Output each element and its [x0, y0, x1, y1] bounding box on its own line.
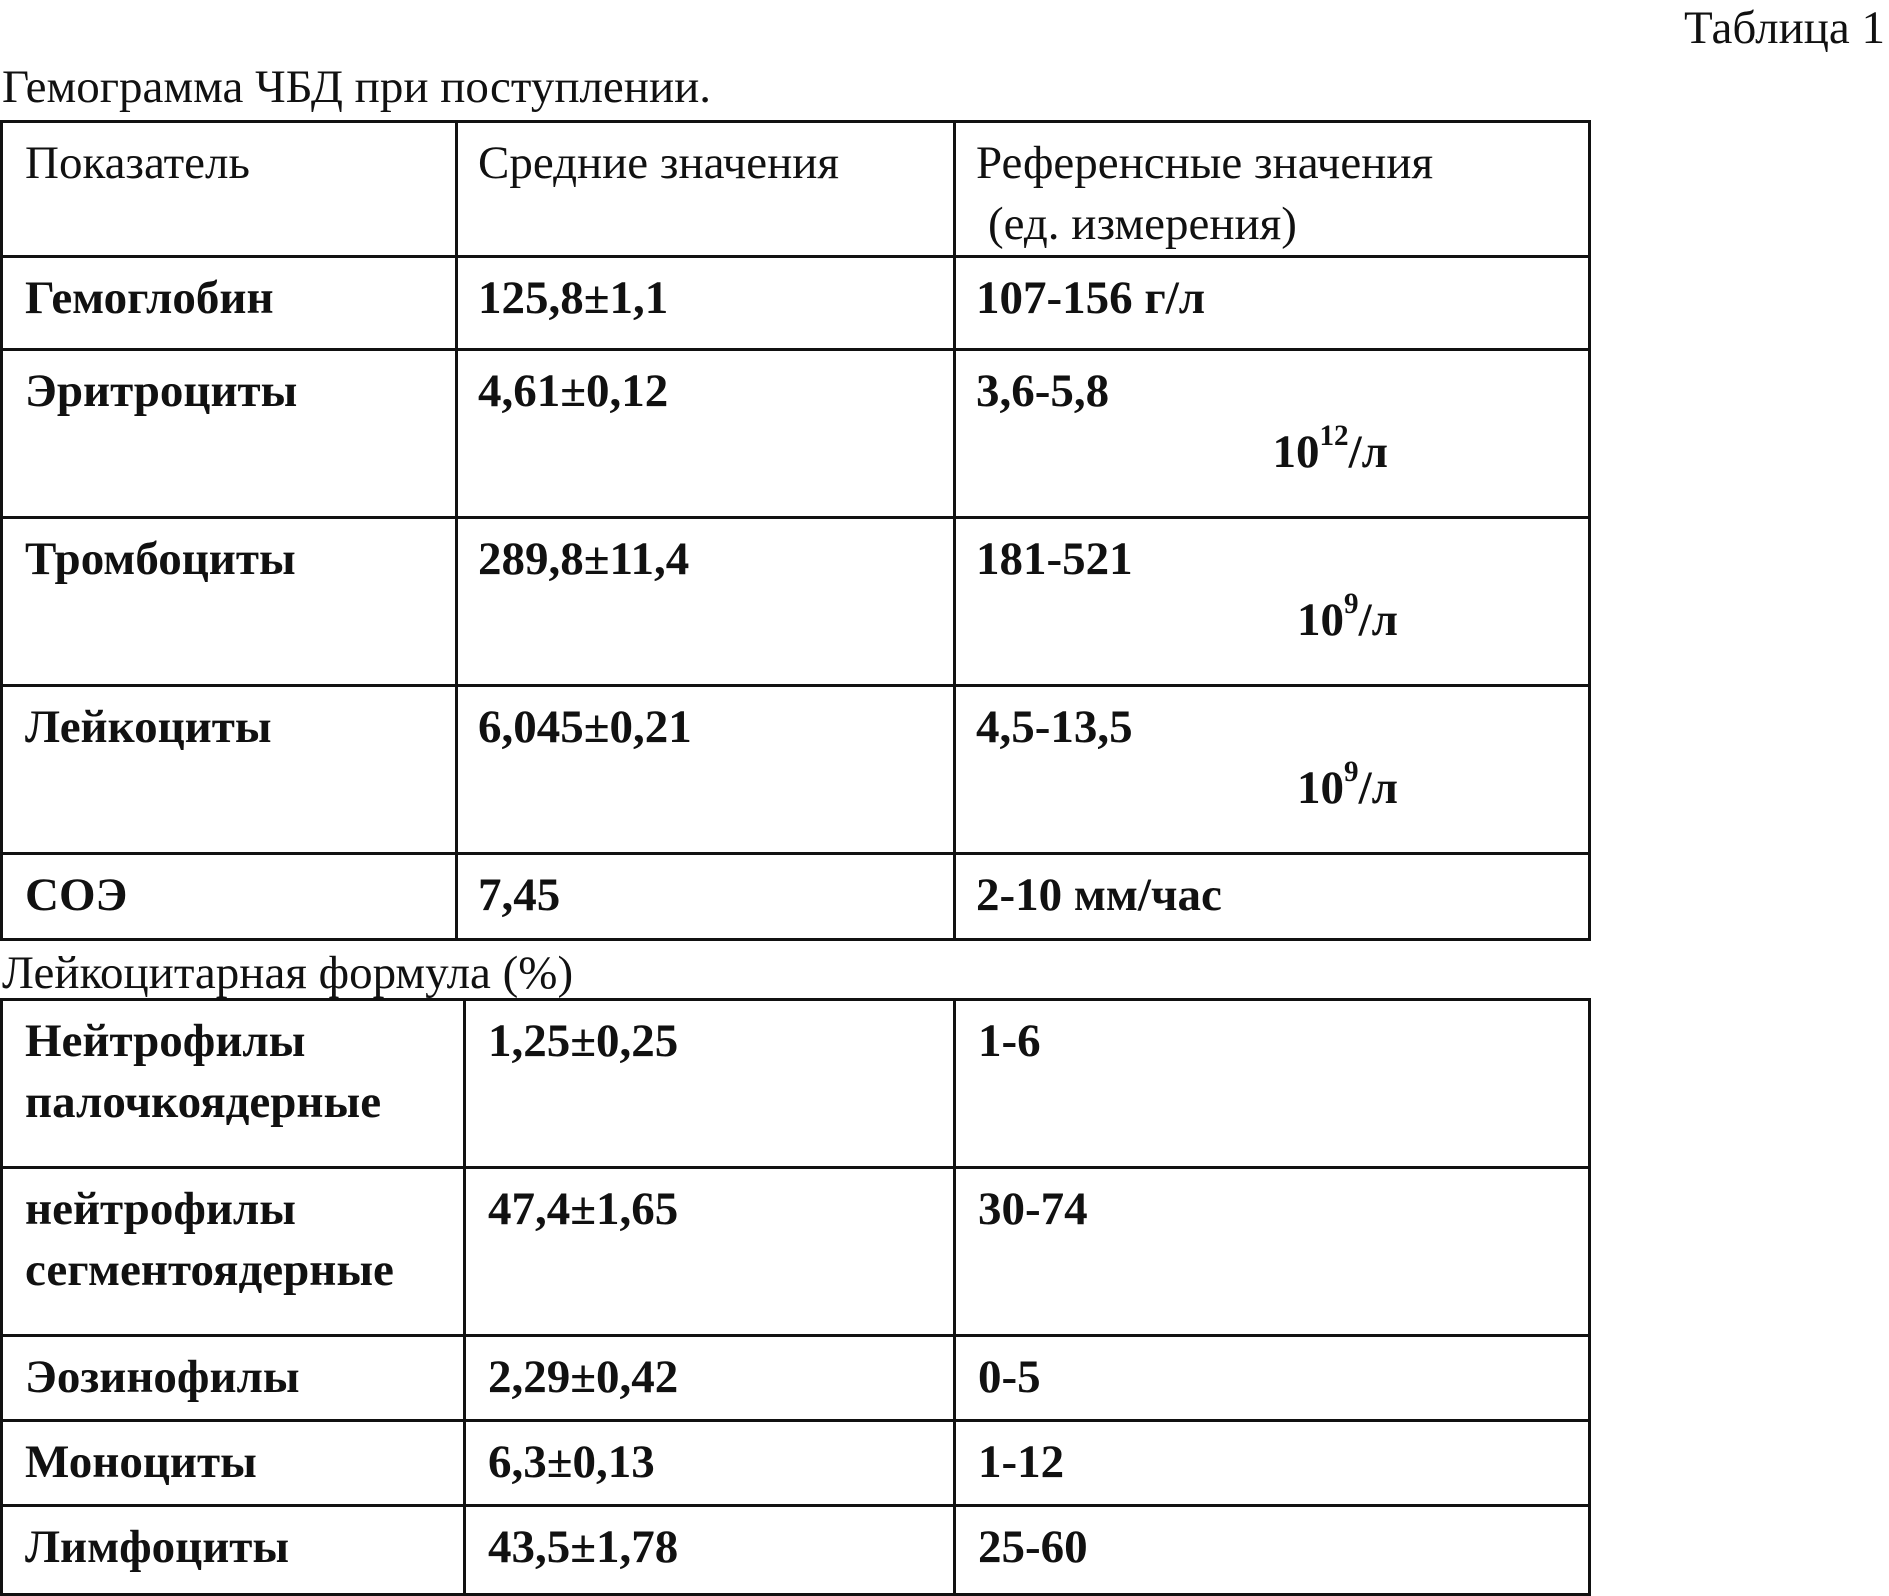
unit-tail: /л [1348, 426, 1388, 479]
reference-range: 181-521 [976, 533, 1133, 586]
row-reference: 1-6 [955, 1000, 1590, 1168]
leukocyte-formula-table [0, 998, 1591, 1596]
row-mean: 1,25±0,25 [465, 1000, 955, 1168]
table-row [2, 350, 1590, 518]
row-reference: 2-10 мм/час [955, 854, 1590, 940]
row-name: Лейкоциты [2, 686, 457, 854]
header-reference-line2: (ед. измерения) [988, 198, 1297, 251]
row-mean: 7,45 [457, 854, 955, 940]
row-mean: 4,61±0,12 [457, 350, 955, 518]
unit-exponent: 12 [1319, 420, 1349, 453]
header-reference [955, 122, 1590, 257]
table-row [2, 1168, 1590, 1336]
reference-unit [976, 590, 1568, 651]
leukocyte-formula-caption: Лейкоцитарная формула (%) [2, 947, 574, 999]
table-row [2, 1421, 1590, 1506]
row-name [2, 1168, 465, 1336]
row-name: СОЭ [2, 854, 457, 940]
name-line2: палочкоядерные [25, 1076, 382, 1129]
row-mean: 6,3±0,13 [465, 1421, 955, 1506]
reference-unit [976, 758, 1568, 819]
reference-range: 4,5-13,5 [976, 701, 1133, 754]
row-name: Тромбоциты [2, 518, 457, 686]
header-indicator: Показатель [2, 122, 457, 257]
reference-range: 3,6-5,8 [976, 365, 1110, 418]
header-row [2, 122, 1590, 257]
row-name: Эозинофилы [2, 1336, 465, 1421]
table-row [2, 257, 1590, 350]
row-mean: 43,5±1,78 [465, 1506, 955, 1595]
table-row [2, 1000, 1590, 1168]
row-reference: 1-12 [955, 1421, 1590, 1506]
row-name: Моноциты [2, 1421, 465, 1506]
row-reference [955, 686, 1590, 854]
table-number: Таблица 1 [1683, 2, 1885, 54]
unit-tail: /л [1358, 594, 1398, 647]
row-reference: 30-74 [955, 1168, 1590, 1336]
reference-unit [976, 422, 1568, 483]
row-reference: 0-5 [955, 1336, 1590, 1421]
row-name: Лимфоциты [2, 1506, 465, 1595]
row-reference [955, 350, 1590, 518]
table-row [2, 854, 1590, 940]
header-mean: Средние значения [457, 122, 955, 257]
unit-base: 10 [1297, 762, 1344, 815]
table-row [2, 686, 1590, 854]
row-mean: 289,8±11,4 [457, 518, 955, 686]
row-name: Гемоглобин [2, 257, 457, 350]
row-mean: 47,4±1,65 [465, 1168, 955, 1336]
header-reference-line1: Референсные значения [976, 137, 1434, 189]
hemogram-table [0, 120, 1591, 941]
table-row [2, 1336, 1590, 1421]
row-mean: 6,045±0,21 [457, 686, 955, 854]
hemogram-caption: Гемограмма ЧБД при поступлении. [2, 61, 711, 113]
row-name: Эритроциты [2, 350, 457, 518]
name-line1: нейтрофилы [25, 1183, 296, 1235]
unit-base: 10 [1272, 426, 1320, 479]
row-reference: 107-156 г/л [955, 257, 1590, 350]
unit-base: 10 [1297, 594, 1344, 647]
row-mean: 125,8±1,1 [457, 257, 955, 350]
row-reference: 25-60 [955, 1506, 1590, 1595]
name-line1: Нейтрофилы [25, 1015, 306, 1067]
row-reference [955, 518, 1590, 686]
name-line2: сегментоядерные [25, 1244, 394, 1297]
table-row [2, 1506, 1590, 1595]
table-row [2, 518, 1590, 686]
unit-exponent: 9 [1344, 588, 1359, 621]
row-name [2, 1000, 465, 1168]
unit-exponent: 9 [1344, 756, 1359, 789]
unit-tail: /л [1358, 762, 1398, 815]
row-mean: 2,29±0,42 [465, 1336, 955, 1421]
